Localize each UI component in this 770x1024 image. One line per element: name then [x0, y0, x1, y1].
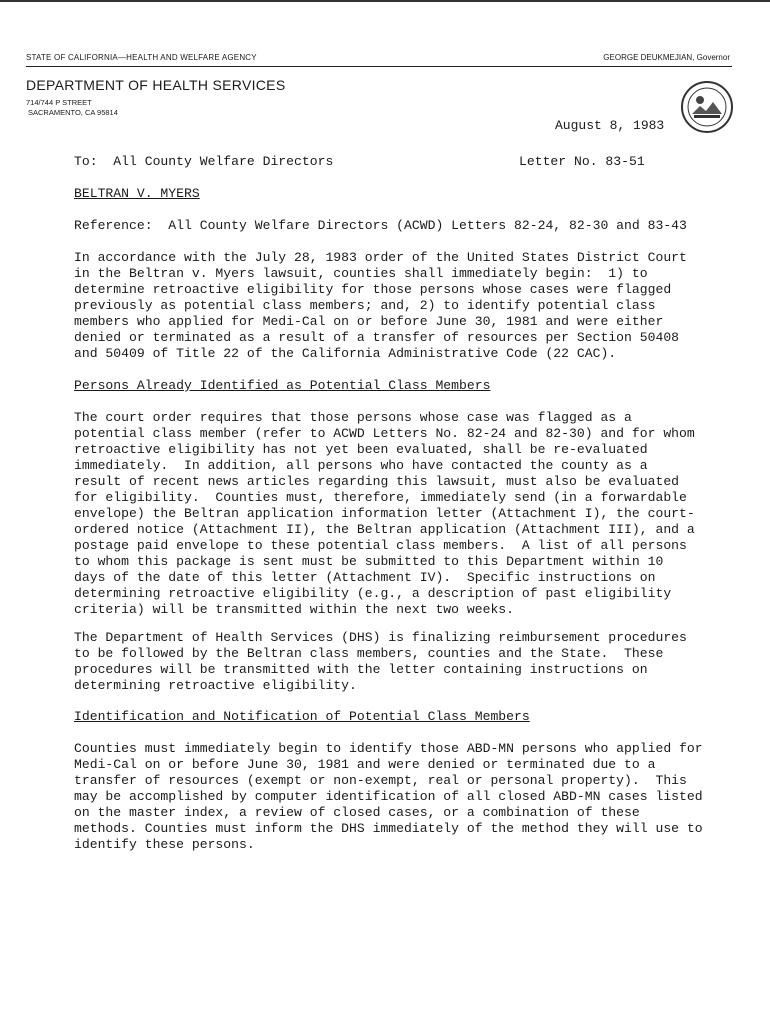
section-heading-2: Identification and Notification of Potential Class Members [74, 709, 530, 724]
text-line: retroactive eligibility has not yet been evaluated, shall be re-evaluated [74, 442, 648, 457]
paragraph-3 [74, 630, 704, 694]
governor-name: GEORGE DEUKMEJIAN, Governor [603, 53, 730, 62]
paragraph-2 [74, 410, 704, 618]
text-line: to be followed by the Beltran class members, counties and the State. These [74, 646, 664, 661]
text-line: envelope) the Beltran application information letter (Attachment I), the court- [74, 506, 695, 521]
text-line: methods. Counties must inform the DHS immediately of the method they will use to [74, 821, 703, 836]
letter-date: August 8, 1983 [555, 118, 665, 133]
text-line: In accordance with the July 28, 1983 order of the United States District Court [74, 250, 687, 265]
text-line: to whom this package is sent must be submitted to this Department within 10 [74, 554, 664, 569]
text-line: procedures will be transmitted with the letter containing instructions on [74, 662, 648, 677]
text-line: on the master index, a review of closed cases, or a combination of these [74, 805, 640, 820]
text-line: criteria) will be transmitted within the next two weeks. [74, 602, 515, 617]
address-line-2: SACRAMENTO, CA 95814 [28, 108, 118, 117]
text-line: The court order requires that those persons whose case was flagged as a [74, 410, 632, 425]
text-line: The Department of Health Services (DHS) is finalizing reimbursement procedures [74, 630, 687, 645]
state-seal-icon [680, 80, 734, 134]
paragraph-1 [74, 250, 704, 362]
text-line: determining retroactive eligibility. [74, 678, 357, 693]
text-line: previously as potential class members; and, 2) to identify potential class [74, 298, 656, 313]
text-line: ordered notice (Attachment II), the Beltran application (Attachment III), and a [74, 522, 695, 537]
text-line: in the Beltran v. Myers lawsuit, counties shall immediately begin: 1) to [74, 266, 648, 281]
text-line: immediately. In addition, all persons who have contacted the county as a [74, 458, 648, 473]
letter-number: Letter No. 83-51 [519, 154, 645, 169]
header-rule [26, 66, 732, 67]
section-heading-1: Persons Already Identified as Potential Class Members [74, 378, 491, 393]
text-line: Counties must immediately begin to identify those ABD-MN persons who applied for [74, 741, 703, 756]
text-line: and 50409 of Title 22 of the California Administrative Code (22 CAC). [74, 346, 617, 361]
text-line: members who applied for Medi-Cal on or before June 30, 1981 and were either [74, 314, 664, 329]
text-line: Medi-Cal on or before June 30, 1981 and were denied or terminated due to a [74, 757, 656, 772]
text-line: may be accomplished by computer identification of all closed ABD-MN cases listed [74, 789, 703, 804]
reference-line: Reference: All County Welfare Directors (ACWD) Letters 82-24, 82-30 and 83-43 [74, 218, 687, 233]
text-line: postage paid envelope to these potential class members. A list of all persons [74, 538, 687, 553]
text-line: determine retroactive eligibility for those persons whose cases were flagged [74, 282, 672, 297]
text-line: transfer of resources (exempt or non-exempt, real or personal property). This [74, 773, 687, 788]
paragraph-4 [74, 741, 704, 853]
address-line-1: 714/744 P STREET [26, 98, 92, 107]
top-edge-rule [0, 0, 770, 2]
text-line: potential class member (refer to ACWD Letters No. 82-24 and 82-30) and for whom [74, 426, 695, 441]
text-line: denied or terminated as a result of a transfer of resources per Section 50408 [74, 330, 680, 345]
recipient-line: To: All County Welfare Directors [74, 154, 334, 169]
text-line: result of recent news articles regarding this lawsuit, must also be evaluated [74, 474, 680, 489]
agency-name: STATE OF CALIFORNIA—HEALTH AND WELFARE AGENCY [26, 53, 257, 62]
subject-line: BELTRAN V. MYERS [74, 186, 200, 201]
department-name: DEPARTMENT OF HEALTH SERVICES [26, 77, 286, 93]
text-line: determining retroactive eligibility (e.g., a description of past eligibility [74, 586, 672, 601]
text-line: identify these persons. [74, 837, 255, 852]
text-line: for eligibility. Counties must, therefore, immediately send (in a forwardable [74, 490, 687, 505]
text-line: days of the date of this letter (Attachment IV). Specific instructions on [74, 570, 656, 585]
